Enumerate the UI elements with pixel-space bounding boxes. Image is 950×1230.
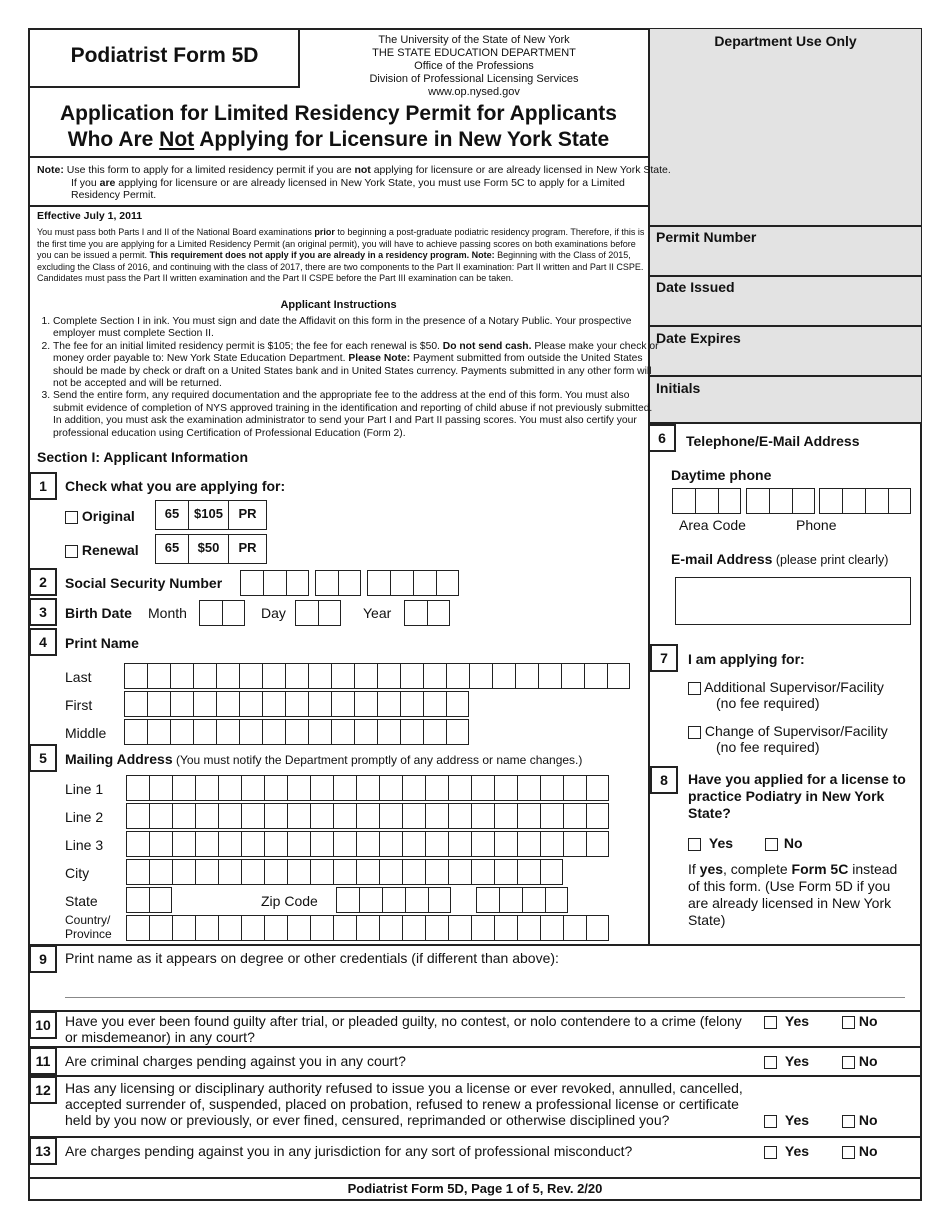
no-label: No bbox=[858, 1112, 878, 1128]
phone-input[interactable] bbox=[746, 488, 815, 514]
yes-label: Yes bbox=[708, 835, 734, 851]
q12-yes-checkbox[interactable] bbox=[764, 1115, 777, 1128]
i-am-applying-for-label: I am applying for: bbox=[688, 651, 805, 667]
address-line-3-label: Line 3 bbox=[65, 837, 104, 853]
q8-note-text: If bbox=[688, 861, 700, 877]
renewal-codes bbox=[155, 534, 267, 564]
q13-yes-checkbox[interactable] bbox=[764, 1146, 777, 1159]
question-number-6: 6 bbox=[648, 424, 676, 452]
email-label-title: E-mail Address bbox=[671, 551, 773, 567]
email-label-note: (please print clearly) bbox=[772, 553, 889, 567]
q13-yes-option[interactable] bbox=[764, 1143, 809, 1159]
city-label: City bbox=[65, 865, 90, 881]
address-line-3-input[interactable] bbox=[126, 831, 609, 857]
q10-yes-option[interactable] bbox=[764, 1013, 809, 1029]
question-number-1: 1 bbox=[29, 472, 57, 500]
q8-note-text: , complete bbox=[723, 861, 792, 877]
instruction-item: 1. Complete Section I in ink. You must sign and date the Affidavit on this form in the presence of a Notary Public. Your prospective employer must complete Section II. bbox=[53, 316, 662, 341]
zip-code-ext-input[interactable] bbox=[476, 887, 568, 913]
agency-line: Division of Professional Licensing Services bbox=[369, 73, 579, 85]
title-emphasis: Not bbox=[159, 128, 195, 151]
q10-no-option[interactable] bbox=[842, 1013, 878, 1029]
middle-name-label: Middle bbox=[65, 725, 107, 741]
fee-code: PR bbox=[229, 534, 267, 564]
q8-no-checkbox[interactable] bbox=[765, 838, 778, 851]
department-use-panel bbox=[648, 29, 921, 424]
additional-supervisor-option[interactable] bbox=[688, 679, 884, 711]
agency-line: The University of the State of New York bbox=[378, 34, 570, 46]
no-label: No bbox=[783, 835, 803, 851]
question-number-8: 8 bbox=[650, 766, 678, 794]
original-label: Original bbox=[81, 508, 135, 524]
agency-block bbox=[300, 34, 648, 99]
initials-label: Initials bbox=[656, 380, 701, 396]
q11-yes-option[interactable] bbox=[764, 1053, 809, 1069]
middle-name-input[interactable] bbox=[124, 719, 469, 745]
q8-no-option[interactable] bbox=[765, 835, 803, 851]
no-label: No bbox=[858, 1013, 878, 1029]
question-number-10: 10 bbox=[29, 1011, 57, 1039]
question-number-3: 3 bbox=[29, 598, 57, 626]
fee-code: 65 bbox=[155, 500, 189, 530]
birth-year-input[interactable] bbox=[404, 600, 450, 626]
yes-label: Yes bbox=[784, 1013, 810, 1029]
phone-label: Phone bbox=[796, 517, 837, 533]
q13-no-checkbox[interactable] bbox=[842, 1146, 855, 1159]
question-number-4: 4 bbox=[29, 628, 57, 656]
daytime-phone-label: Daytime phone bbox=[671, 467, 772, 483]
q8-note-text: instead of this form. (Use Form 5D if you are already licensed in New York State) bbox=[688, 861, 898, 928]
zip-code-label: Zip Code bbox=[261, 893, 318, 909]
instruction-text: The fee for an initial limited residency permit is $105; the fee for each renewal is $50. bbox=[53, 340, 443, 352]
fee-code: 65 bbox=[155, 534, 189, 564]
instruction-emphasis: Do not send cash. bbox=[442, 340, 532, 352]
instruction-item bbox=[53, 341, 662, 391]
note-text: applying for licensure or are already licensed in New York State. If you bbox=[71, 164, 671, 189]
title-text: Applying for Licensure in New York State bbox=[194, 128, 610, 151]
effective-emphasis: prior bbox=[314, 227, 335, 237]
no-fee-note: (no fee required) bbox=[716, 695, 820, 711]
email-label bbox=[671, 551, 888, 567]
fee-code: $50 bbox=[189, 534, 229, 564]
q11-no-option[interactable] bbox=[842, 1053, 878, 1069]
original-codes bbox=[155, 500, 267, 530]
q11-no-checkbox[interactable] bbox=[842, 1056, 855, 1069]
agency-line: Office of the Professions bbox=[414, 60, 534, 72]
area-code-input[interactable] bbox=[672, 488, 741, 514]
birth-month-input[interactable] bbox=[199, 600, 245, 626]
question-number-12: 12 bbox=[29, 1076, 57, 1104]
note-label: Note: bbox=[37, 164, 64, 176]
q11-yes-checkbox[interactable] bbox=[764, 1056, 777, 1069]
yes-label: Yes bbox=[784, 1053, 810, 1069]
state-input[interactable] bbox=[126, 887, 172, 913]
agency-line: THE STATE EDUCATION DEPARTMENT bbox=[372, 47, 576, 59]
effective-text-part: You must pass both Parts I and II of the National Board examinations bbox=[37, 227, 315, 237]
last-name-input[interactable] bbox=[124, 663, 630, 689]
credential-name-line[interactable] bbox=[65, 997, 905, 998]
q10-text: Have you ever been found guilty after trial, or pleaded guilty, no contest, or nolo contendere to a crime (felony or misdemeanor) in any court? bbox=[65, 1013, 742, 1045]
q8-note-emphasis: yes bbox=[699, 861, 724, 877]
original-option[interactable] bbox=[65, 508, 135, 524]
question-number-13: 13 bbox=[29, 1137, 57, 1165]
form-title: Podiatrist Form 5D bbox=[70, 44, 259, 67]
ssn-input[interactable] bbox=[240, 570, 309, 596]
address-line-2-label: Line 2 bbox=[65, 809, 104, 825]
q12-no-option[interactable] bbox=[842, 1112, 878, 1128]
effective-emphasis: This requirement does not apply if you are already in a residency program. Note: bbox=[149, 250, 495, 261]
title-line-2 bbox=[29, 127, 648, 153]
q10-no-checkbox[interactable] bbox=[842, 1016, 855, 1029]
mailing-address-title: Mailing Address bbox=[65, 751, 173, 767]
q8-question: Have you applied for a license to practice Podiatry in New York State? bbox=[688, 771, 906, 821]
last-name-label: Last bbox=[65, 669, 92, 685]
change-supervisor-label: Change of Supervisor/Facility bbox=[704, 723, 888, 739]
first-name-input[interactable] bbox=[124, 691, 469, 717]
title-line-1: Application for Limited Residency Permit for Applicants bbox=[60, 102, 617, 125]
day-label: Day bbox=[261, 605, 286, 621]
birth-date-label: Birth Date bbox=[65, 605, 132, 621]
title-text: Who Are bbox=[67, 128, 160, 151]
question-number-11: 11 bbox=[29, 1047, 57, 1075]
additional-supervisor-label: Additional Supervisor/Facility bbox=[704, 679, 884, 695]
question-number-2: 2 bbox=[29, 568, 57, 596]
instruction-emphasis: Please Note: bbox=[348, 353, 411, 365]
instruction-text: Payment submitted from outside the United States should be made by check or draft on a United States bank and in United States currency. Payments submitted in any other form will not be accepted and will be returned. bbox=[53, 353, 652, 390]
page-footer: Podiatrist Form 5D, Page 1 of 5, Rev. 2/20 bbox=[347, 1181, 603, 1196]
question-number-9: 9 bbox=[29, 945, 57, 973]
date-issued-label: Date Issued bbox=[656, 279, 735, 295]
renewal-label: Renewal bbox=[81, 542, 139, 558]
fee-code: PR bbox=[229, 500, 267, 530]
effective-title: Effective July 1, 2011 bbox=[37, 210, 143, 222]
ssn-input[interactable] bbox=[315, 570, 361, 596]
instruction-text: Please make your check or money order payable to: New York State Education Department. bbox=[53, 340, 659, 365]
city-input[interactable] bbox=[126, 859, 563, 885]
area-code-label: Area Code bbox=[679, 517, 746, 533]
no-label: No bbox=[858, 1143, 878, 1159]
print-name-label: Print Name bbox=[65, 635, 139, 651]
renewal-option[interactable] bbox=[65, 542, 139, 558]
agency-website: www.op.nysed.gov bbox=[428, 86, 520, 98]
no-label: No bbox=[858, 1053, 878, 1069]
effective-text-part: to beginning a post-graduate podiatric residency program. Therefore, if this is the first time you are applying for a Limited Residency Permit (an original permit), you will have to achieve passing scores on both examinations before you can be issued a permit. bbox=[37, 227, 645, 261]
instructions-list bbox=[37, 316, 662, 440]
email-field[interactable] bbox=[675, 577, 911, 625]
q8-yes-option[interactable] bbox=[688, 835, 733, 851]
q13-no-option[interactable] bbox=[842, 1143, 878, 1159]
section-1-title: Section I: Applicant Information bbox=[37, 449, 249, 465]
question-number-7: 7 bbox=[650, 644, 678, 672]
yes-label: Yes bbox=[784, 1143, 810, 1159]
question-number-5: 5 bbox=[29, 744, 57, 772]
change-supervisor-checkbox[interactable] bbox=[688, 726, 701, 739]
no-fee-note: (no fee required) bbox=[716, 739, 820, 755]
zip-code-input[interactable] bbox=[336, 887, 451, 913]
telephone-email-title: Telephone/E-Mail Address bbox=[686, 433, 860, 449]
country-label-line: Country/ bbox=[65, 913, 111, 927]
q8-yes-checkbox[interactable] bbox=[688, 838, 701, 851]
page-title bbox=[29, 101, 648, 153]
first-name-label: First bbox=[65, 697, 93, 713]
country-input[interactable] bbox=[126, 915, 609, 941]
additional-supervisor-checkbox[interactable] bbox=[688, 682, 701, 695]
country-label bbox=[65, 913, 112, 941]
mailing-address-label bbox=[65, 751, 582, 767]
instruction-item: 3. Send the entire form, any required documentation and the appropriate fee to the address at the end of this form. You must also submit evidence of completion of NYS approved training in the identification and reporting of child abuse if not previously submitted. In addition, you must ask the examination administrator to send your Part I and Part II passing scores. You must also certify your professional education using Certification of Professional Education (Form 2). bbox=[53, 390, 662, 440]
month-label: Month bbox=[148, 605, 187, 621]
q12-yes-option[interactable] bbox=[764, 1112, 809, 1128]
change-supervisor-option[interactable] bbox=[688, 723, 888, 755]
yes-label: Yes bbox=[784, 1112, 810, 1128]
q9-text: Print name as it appears on degree or other credentials (if different than above): bbox=[65, 950, 559, 966]
renewal-checkbox[interactable] bbox=[65, 545, 78, 558]
note-block bbox=[37, 164, 675, 202]
note-emphasis: not bbox=[354, 164, 371, 176]
phone-input[interactable] bbox=[819, 488, 911, 514]
mailing-address-note: (You must notify the Department promptly of any address or name changes.) bbox=[172, 753, 583, 767]
q1-label: Check what you are applying for: bbox=[65, 478, 286, 494]
address-line-1-label: Line 1 bbox=[65, 781, 104, 797]
q12-no-checkbox[interactable] bbox=[842, 1115, 855, 1128]
ssn-input[interactable] bbox=[367, 570, 459, 596]
instructions-title: Applicant Instructions bbox=[280, 299, 397, 311]
note-text: Use this form to apply for a limited residency permit if you are bbox=[63, 164, 355, 176]
ssn-label: Social Security Number bbox=[65, 575, 223, 591]
birth-day-input[interactable] bbox=[295, 600, 341, 626]
original-checkbox[interactable] bbox=[65, 511, 78, 524]
q8-note bbox=[688, 861, 910, 929]
q12-text: Has any licensing or disciplinary authority refused to issue you a license or ever revoked, annulled, cancelled, accepted surrender of, suspended, placed on probation, refused to renew a professional license or certificate held by you now or previously, or ever fined, censured, reprimanded or otherwise disciplined you? bbox=[65, 1080, 743, 1128]
address-line-1-input[interactable] bbox=[126, 775, 609, 801]
fee-code: $105 bbox=[189, 500, 229, 530]
address-line-2-input[interactable] bbox=[126, 803, 609, 829]
year-label: Year bbox=[363, 605, 392, 621]
effective-text bbox=[37, 227, 646, 285]
permit-number-label: Permit Number bbox=[656, 229, 757, 245]
q8-note-emphasis: Form 5C bbox=[791, 861, 849, 877]
country-label-line: Province bbox=[65, 927, 112, 941]
q13-text: Are charges pending against you in any jurisdiction for any sort of professional misconduct? bbox=[65, 1143, 633, 1159]
department-use-title: Department Use Only bbox=[714, 33, 857, 49]
effective-text-part: Beginning with the Class of 2015, excluding the Class of 2016, and continuing with the class of 2017, there are two components to the Part II examination: Part II written and Part II CSPE. Candidates must pass the Part II written examination and the Part II CSPE before the Part III examination can be taken. bbox=[37, 250, 644, 284]
note-text: applying for licensure or are already licensed in New York State, you must use Form 5C to apply for a Limited Residency Permit. bbox=[71, 176, 625, 201]
date-expires-label: Date Expires bbox=[656, 330, 741, 346]
state-label: State bbox=[65, 893, 98, 909]
q10-yes-checkbox[interactable] bbox=[764, 1016, 777, 1029]
q11-text: Are criminal charges pending against you in any court? bbox=[65, 1053, 406, 1069]
note-emphasis: are bbox=[99, 176, 116, 189]
